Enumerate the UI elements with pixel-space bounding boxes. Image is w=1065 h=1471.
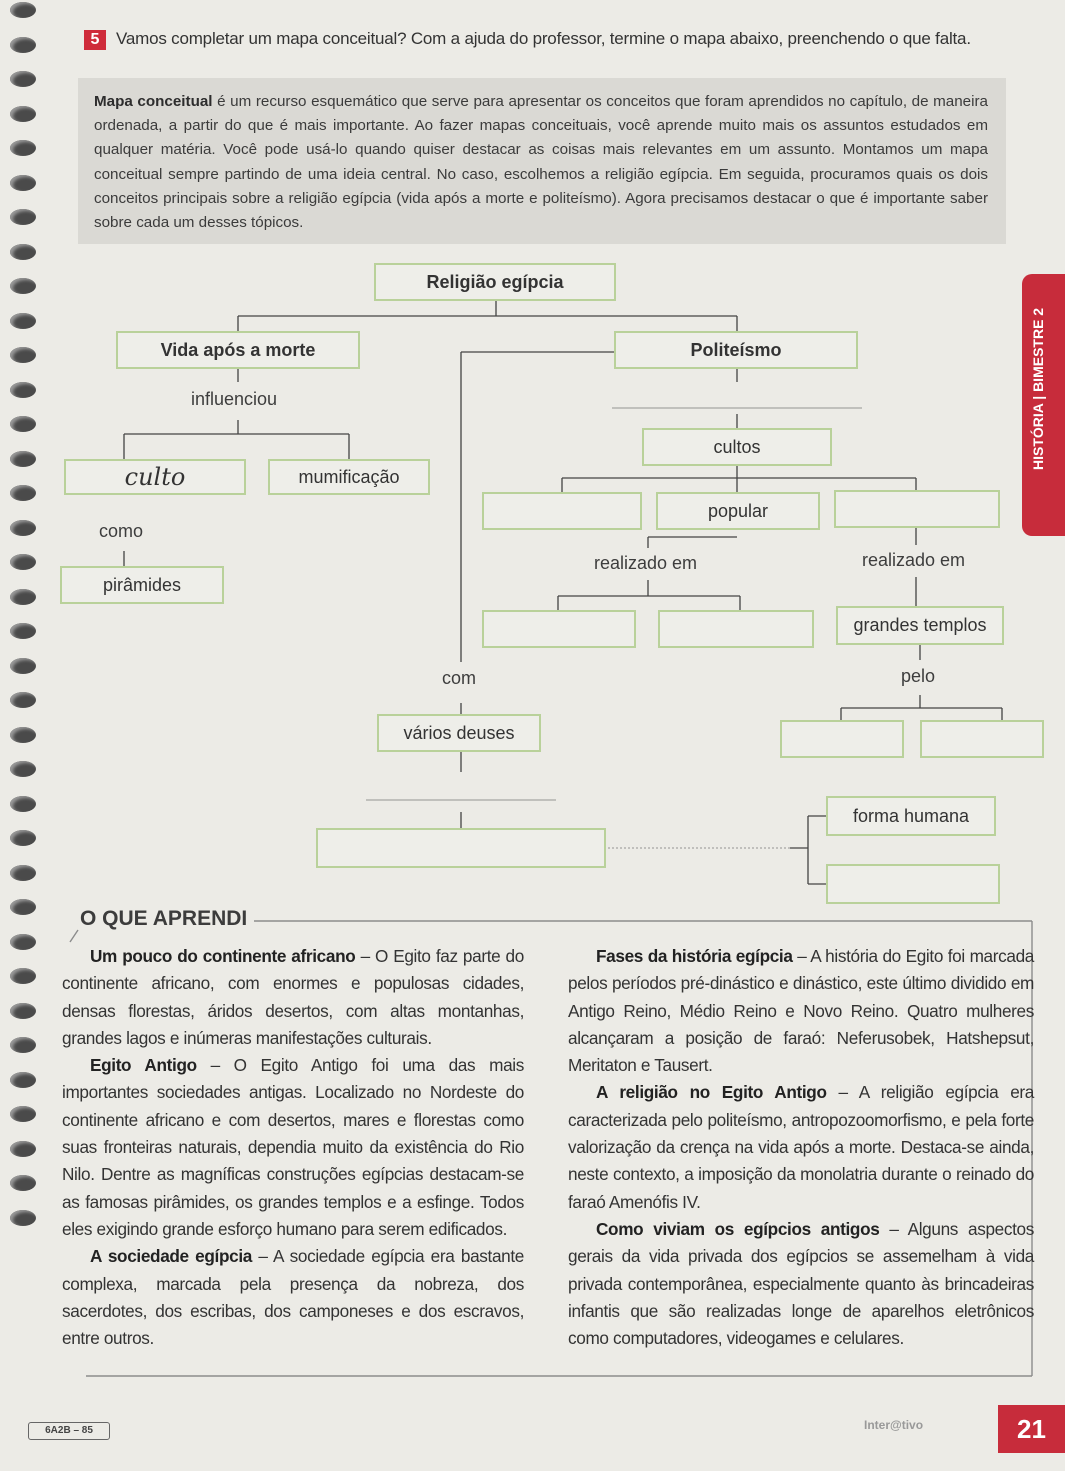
map-box-varios-deuses: vários deuses: [377, 714, 541, 752]
map-box-forma-humana: forma humana: [826, 796, 996, 836]
map-box-vida: Vida após a morte: [116, 331, 360, 369]
question-text: Vamos completar um mapa conceitual? Com a ajuda do professor, termine o mapa abaixo, preenchendo o que falta.: [116, 29, 971, 48]
info-body: é um recurso esquemático que serve para apresentar os conceitos que foram aprendidos no capítulo, de maneira ordenada, a partir do que é mais importante. Ao fazer mapas conceituais, você aprende muito mais os assuntos estudados em qualquer matéria. Você pode usá-lo quando quiser destacar as coisas mais relevantes em um assunto. Montamos um mapa conceitual sempre partindo de uma ideia central. No caso, escolhemos a religião egípcia. Em seguida, procuramos quais os dois conceitos principais sobre a religião egípcia (vida após a morte e politeísmo). Agora precisamos destacar o que é importante saber sobre cada um desses tópicos.: [94, 93, 988, 232]
question-number: 5: [84, 30, 106, 50]
aprendi-paragraph: A religião no Egito Antigo – A religião egípcia era caracterizada pelo politeísmo, antropozoomorfismo, e pela forte valorização da crença na vida após a morte. Destaca-se ainda, neste contexto, a imposição da monolatria durante o reinado do faraó Amenófis IV.: [568, 1082, 1034, 1212]
map-box-empty-8[interactable]: [826, 864, 1000, 904]
map-box-politeismo: Politeísmo: [614, 331, 858, 369]
label-com: com: [442, 668, 477, 688]
label-realizado-em-2: realizado em: [862, 550, 966, 570]
map-box-empty-5[interactable]: [780, 720, 904, 758]
map-box-grandes-templos: grandes templos: [836, 606, 1004, 645]
map-box-root: Religião egípcia: [374, 263, 616, 301]
map-box-empty-4[interactable]: [658, 610, 814, 648]
aprendi-paragraph: A sociedade egípcia – A sociedade egípcia era bastante complexa, marcada pela presença da nobreza, dos sacerdotes, dos escribas, dos camponeses e dos escravos, entre outros.: [62, 1246, 524, 1349]
interativo-logo: Inter@tivo: [864, 1418, 924, 1432]
map-box-empty-7[interactable]: [316, 828, 606, 868]
map-box-empty-3[interactable]: [482, 610, 636, 648]
aprendi-right-column: [568, 943, 1034, 1352]
handwritten-answer: culto: [124, 463, 186, 491]
aprendi-paragraph: Fases da história egípcia – A história do Egito foi marcada pelos períodos pré-dinástico e dinástico, este último dividido em Antigo Reino, Médio Reino e Novo Reino. Quatro mulheres alcançaram a posição de faraó: Neferusobek, Hatshepsut, Meritaton e Tausert.: [568, 946, 1035, 1076]
aprendi-left-column: [62, 943, 524, 1352]
label-como: como: [99, 521, 144, 541]
aprendi-paragraph: Um pouco do continente africano – O Egito faz parte do continente africano, com enormes e populosas cidades, densas florestas, áridos desertos, com altas montanhas, grandes lagos e inúmeras manifestações culturais.: [62, 946, 524, 1048]
map-box-empty-1[interactable]: [482, 492, 642, 530]
map-box-culto[interactable]: [64, 459, 246, 495]
map-box-cultos: cultos: [642, 428, 832, 466]
section-title-aprendi: O QUE APRENDI: [80, 907, 248, 930]
map-box-empty-2[interactable]: [834, 490, 1000, 528]
label-influenciou: influenciou: [191, 389, 278, 409]
info-bold-term: Mapa conceitual: [94, 93, 213, 110]
page-code: 6A2B – 85: [28, 1422, 110, 1440]
aprendi-paragraph: Egito Antigo – O Egito Antigo foi uma das mais importantes sociedades antigas. Localizado no Nordeste do continente africano e com desertos, mares e florestas como suas fronteiras naturais, dependia muito da existência do Rio Nilo. Dentre as magníficas construções egípcias destacam-se as famosas pirâmides, os grandes templos e a esfinge. Todos eles exigindo grande esforço humano para serem edificados.: [62, 1055, 525, 1239]
map-box-empty-6[interactable]: [920, 720, 1044, 758]
map-box-popular: popular: [656, 492, 820, 530]
label-realizado-em-1: realizado em: [594, 553, 698, 573]
map-box-mumificacao: mumificação: [268, 459, 430, 495]
label-pelo: pelo: [901, 666, 936, 686]
side-tab-label: HISTÓRIA | BIMESTRE 2: [1030, 307, 1046, 470]
page-number: 21: [998, 1405, 1065, 1453]
map-box-piramides: pirâmides: [60, 566, 224, 604]
aprendi-paragraph: Como viviam os egípcios antigos – Alguns aspectos gerais da vida privada dos egípcios se assemelham à vida privada contemporânea, especialmente quanto às brincadeiras infantis que são realizadas longe de aparelhos eletrônicos como computadores, videogames e celulares.: [568, 1218, 1034, 1349]
